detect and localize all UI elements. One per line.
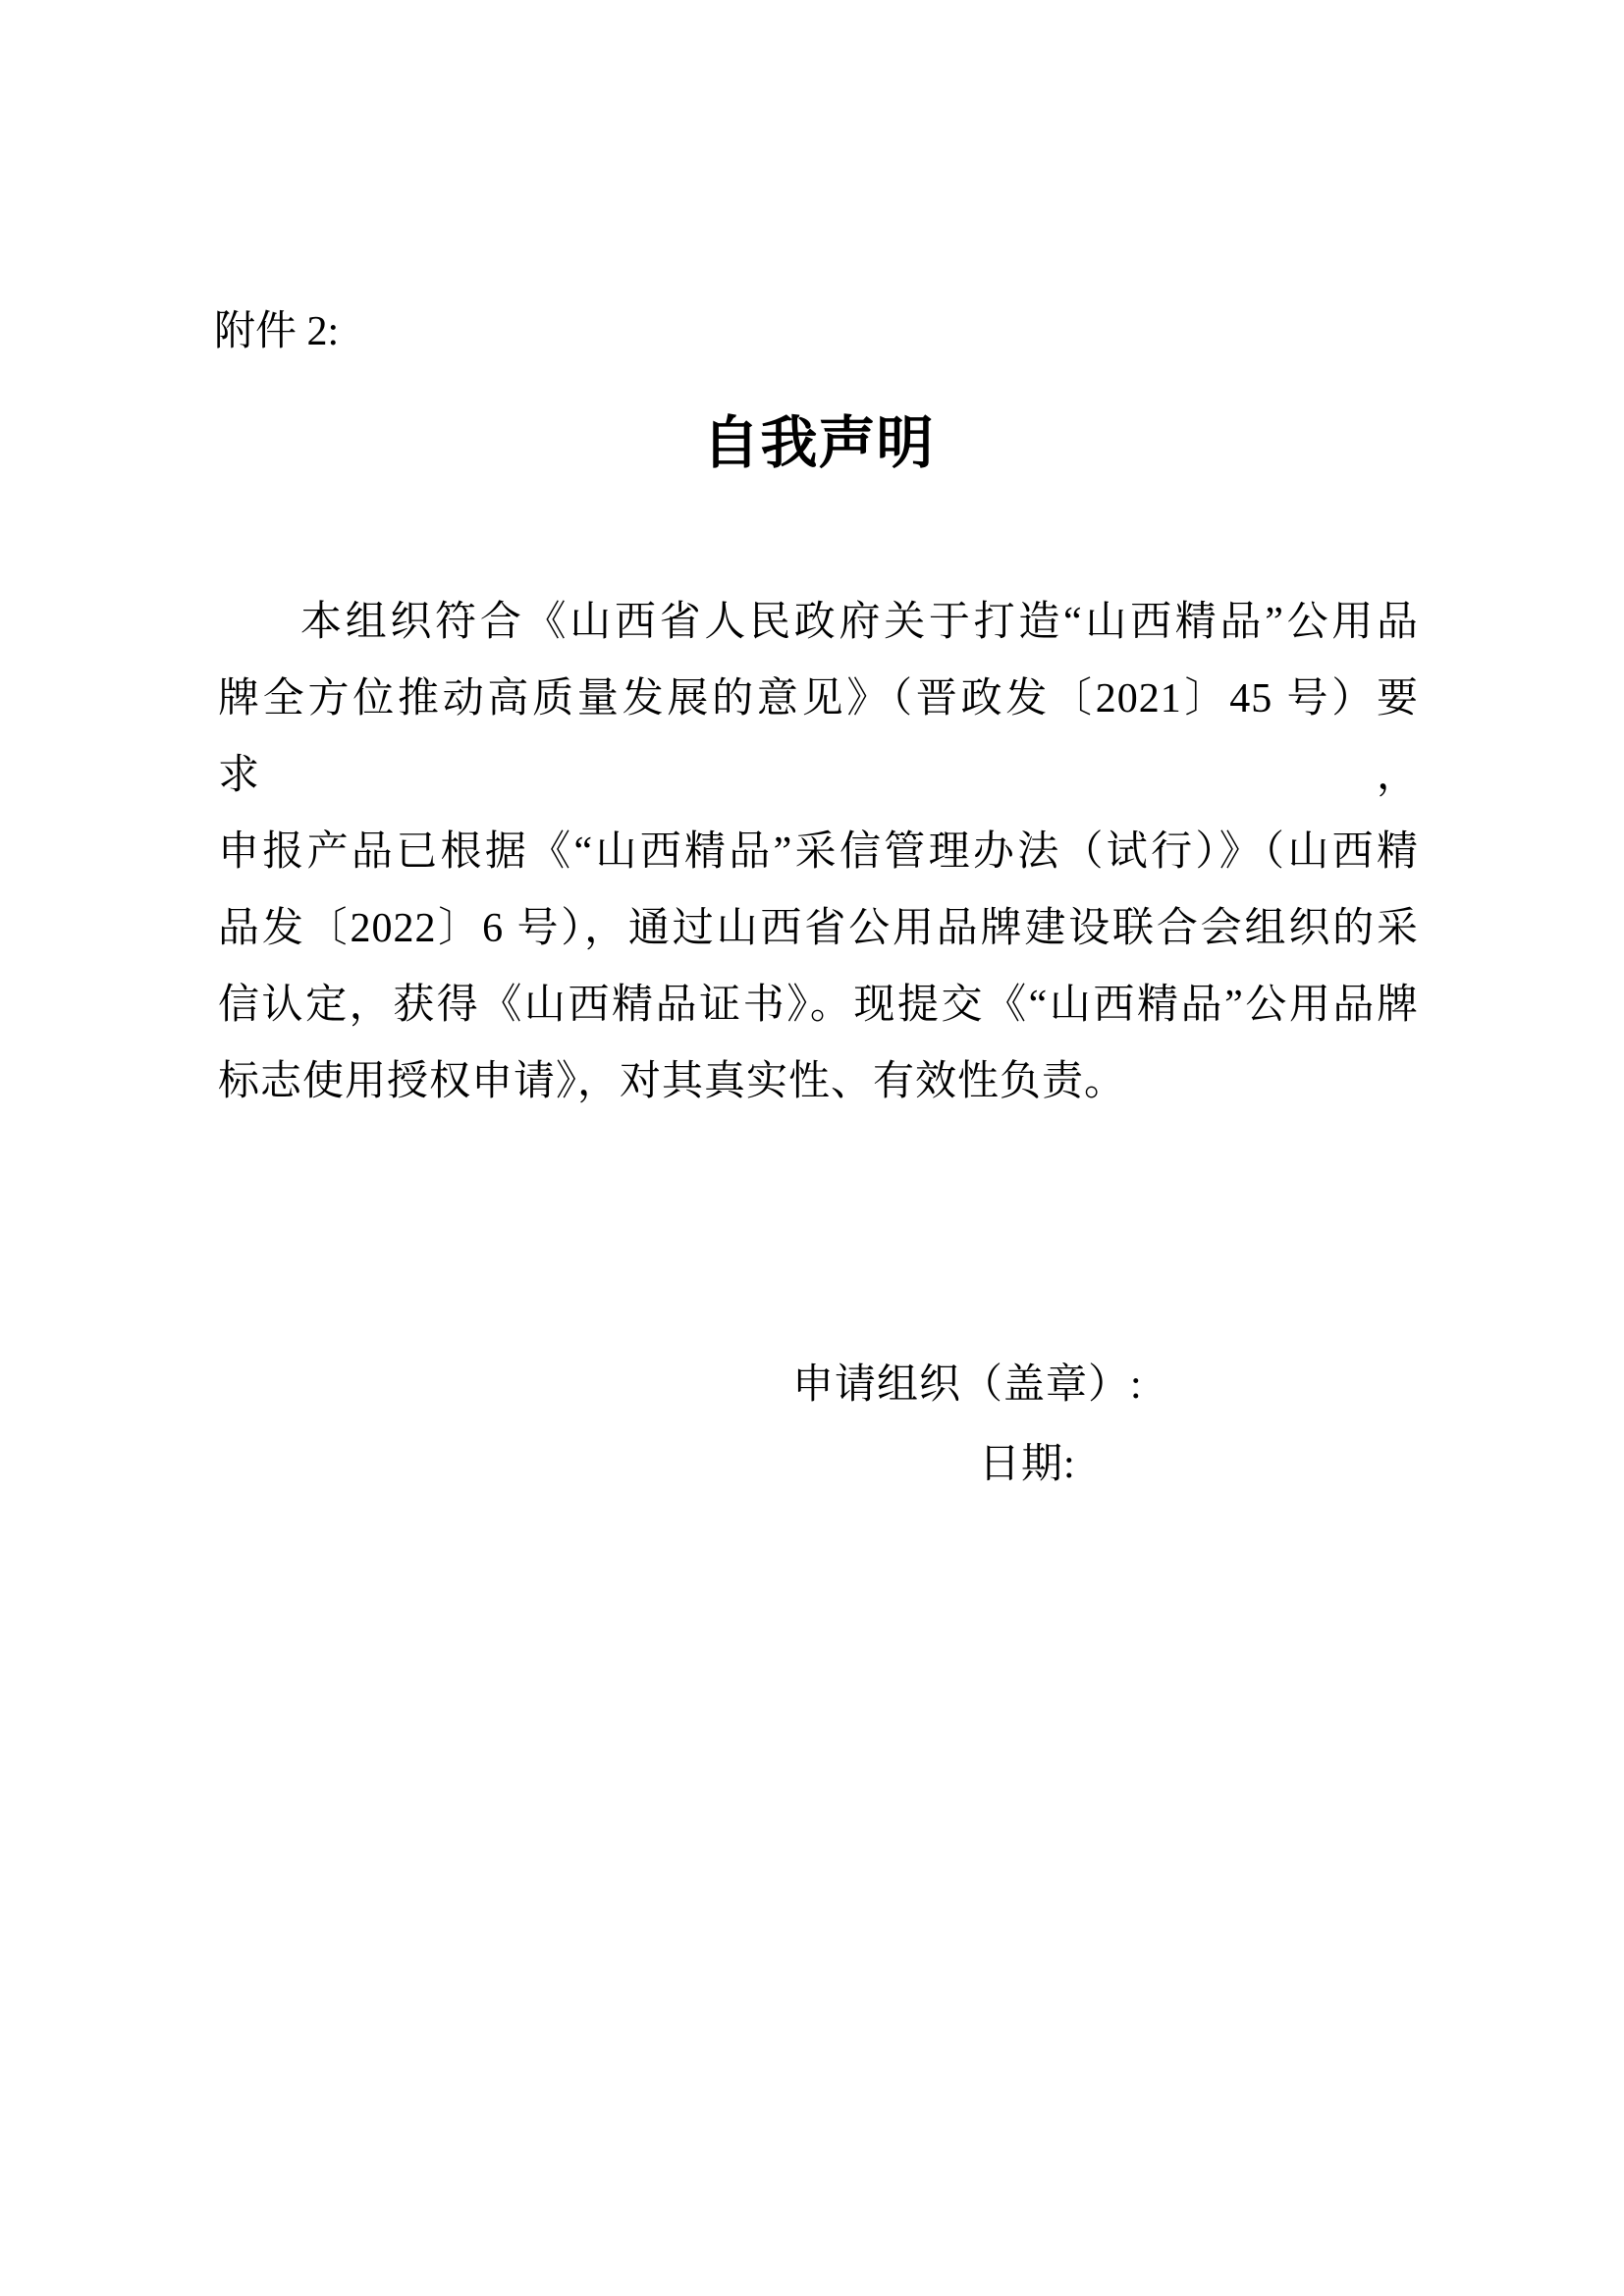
body-line: 信认定，获得《山西精品证书》。现提交《“山西精品”公用品牌 bbox=[218, 983, 1419, 1028]
signature-org-label: 申请组织（盖章）: bbox=[792, 1362, 1143, 1408]
body-line: 品发〔2022〕6 号），通过山西省公用品牌建设联合会组织的采 bbox=[218, 906, 1419, 951]
body-line: 牌全方位推动高质量发展的意见》（晋政发〔2021〕45 号）要求， bbox=[218, 676, 1419, 798]
body-paragraph bbox=[218, 584, 1419, 1120]
doc-title: 自我声明 bbox=[702, 411, 935, 475]
attachment-label: 附件 2: bbox=[214, 309, 340, 354]
body-line: 本组织符合《山西省人民政府关于打造“山西精品”公用品 bbox=[300, 600, 1419, 645]
signature-date-label: 日期: bbox=[979, 1442, 1076, 1487]
body-line: 申报产品已根据《“山西精品”采信管理办法（试行）》（山西精 bbox=[218, 829, 1419, 875]
body-line: 标志使用授权申请》，对其真实性、有效性负责。 bbox=[218, 1059, 1127, 1104]
